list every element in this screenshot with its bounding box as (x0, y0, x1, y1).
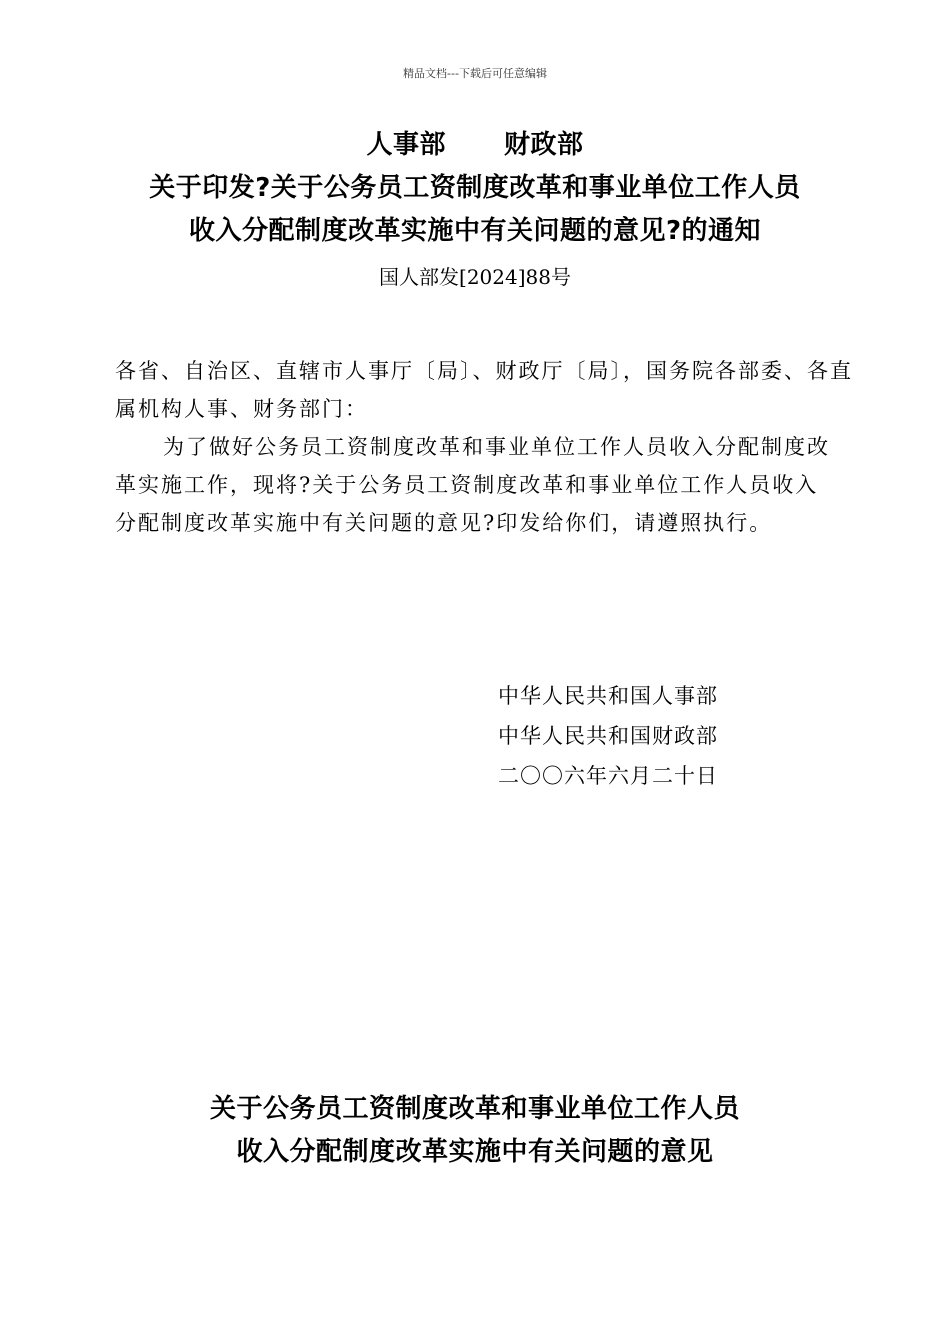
opinion-title-line-1: 关于公务员工资制度改革和事业单位工作人员 (209, 1094, 740, 1124)
signature-block (498, 676, 718, 796)
body-paragraph: 为了做好公务员工资制度改革和事业单位工作人员收入分配制度改革实施工作，现将?关于公务员工资制度改革和事业单位工作人员收入分配制度改革实施中有关问题的意见?印发给你们，请遵照执行。 (115, 435, 830, 535)
signatory-finance-ministry: 中华人民共和国财政部 (498, 724, 718, 748)
notice-title-block (0, 124, 950, 297)
issuer-personnel-ministry: 人事部 (366, 130, 446, 160)
notice-title-line-1: 关于印发?关于公务员工资制度改革和事业单位工作人员 (149, 173, 801, 203)
document-number: 国人部发[2024]88号 (379, 265, 571, 289)
issuer-finance-ministry: 财政部 (504, 130, 584, 160)
signatory-personnel-ministry: 中华人民共和国人事部 (498, 684, 718, 708)
opinion-title-block (0, 1088, 950, 1174)
issuing-departments (0, 124, 950, 167)
notice-title-line-2: 收入分配制度改革实施中有关问题的意见?的通知 (188, 216, 762, 246)
signature-date: 二〇〇六年六月二十日 (498, 764, 718, 788)
addressee: 各省、自治区、直辖市人事厅〔局〕、财政厅〔局〕，国务院各部委、各直属机构人事、财务部门： (115, 359, 853, 421)
opinion-title-line-2: 收入分配制度改革实施中有关问题的意见 (236, 1137, 714, 1167)
notice-body (115, 352, 855, 542)
header-note: 精品文档---下载后可任意编辑 (403, 67, 547, 80)
